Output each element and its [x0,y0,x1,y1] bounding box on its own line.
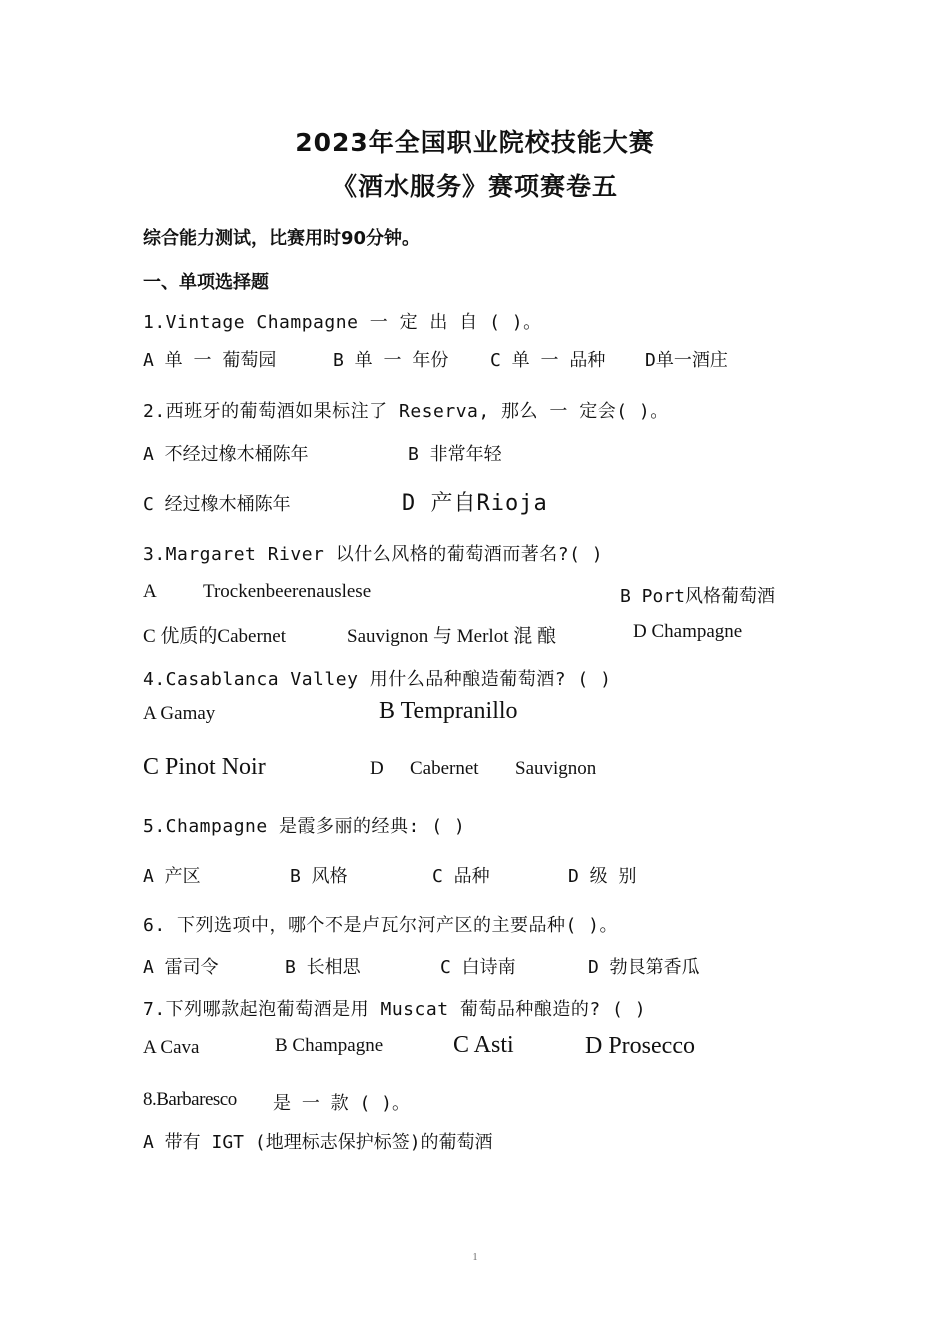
question-2-option-c: C 经过橡木桶陈年 [143,494,291,515]
question-3-option-a-text: Trockenbeerenauslese [203,581,372,602]
question-6-option-d: D 勃艮第香瓜 [588,957,700,978]
question-2-option-a: A 不经过橡木桶陈年 [143,444,309,465]
question-2-stem: 2.西班牙的葡萄酒如果标注了 Reserva, 那么 一 定会( )。 [143,401,669,422]
question-5-option-a: A 产区 [143,866,201,887]
question-3-option-b: B Port风格葡萄酒 [620,586,776,607]
question-3-option-c-cont: Sauvignon 与 Merlot 混 酿 [347,626,556,647]
question-1-option-b: B 单 一 年份 [333,350,449,371]
question-4-option-d-text: Cabernet [410,758,479,779]
question-8-stem-tail: 是 一 款 ( )。 [273,1093,411,1114]
intro-text: 综合能力测试，比赛用时90分钟。 [143,228,421,249]
question-1-stem: 1.Vintage Champagne 一 定 出 自 ( )。 [143,312,542,333]
question-5-option-b: B 风格 [290,866,348,887]
document-title: 2023年全国职业院校技能大赛 [295,128,655,157]
question-1-option-d: D单一酒庄 [645,350,728,371]
question-4-stem: 4.Casablanca Valley 用什么品种酿造葡萄酒? ( ) [143,669,612,690]
question-5-stem: 5.Champagne 是霞多丽的经典: ( ) [143,816,466,837]
question-6-stem: 6. 下列选项中，哪个不是卢瓦尔河产区的主要品种( )。 [143,915,619,936]
question-3-option-d: D Champagne [633,621,743,642]
question-8-stem: 8.Barbaresco [143,1089,237,1110]
question-3-option-a-label: A [143,581,157,602]
page-number: 1 [472,1252,478,1263]
question-7-stem: 7.下列哪款起泡葡萄酒是用 Muscat 葡萄品种酿造的? ( ) [143,999,647,1020]
question-3-stem: 3.Margaret River 以什么风格的葡萄酒而著名?( ) [143,544,604,565]
question-2-option-b: B 非常年轻 [408,444,502,465]
question-6-option-b: B 长相思 [285,957,361,978]
question-4-option-b: B Tempranillo [379,698,518,724]
question-4-option-d-text-2: Sauvignon [515,758,597,779]
document-subtitle: 《酒水服务》赛项赛卷五 [331,172,618,201]
question-1-option-c: C 单 一 品种 [490,350,606,371]
question-7-option-d: D Prosecco [585,1033,695,1059]
section-heading: 一、单项选择题 [143,272,269,293]
question-4-option-d-label: D [370,758,384,779]
question-4-option-c: C Pinot Noir [143,754,266,780]
question-5-option-c: C 品种 [432,866,490,887]
question-6-option-c: C 白诗南 [440,957,516,978]
question-7-option-a: A Cava [143,1037,200,1058]
question-3-option-c: C 优质的Cabernet [143,626,287,647]
question-5-option-d: D 级 别 [568,866,637,887]
question-2-option-d: D 产自Rioja [402,491,548,516]
question-1-option-a: A 单 一 葡萄园 [143,350,277,371]
question-6-option-a: A 雷司令 [143,957,219,978]
question-7-option-c: C Asti [453,1032,514,1058]
question-7-option-b: B Champagne [275,1035,384,1056]
question-4-option-a: A Gamay [143,703,216,724]
question-8-option-a: A 带有 IGT (地理标志保护标签)的葡萄酒 [143,1132,493,1153]
